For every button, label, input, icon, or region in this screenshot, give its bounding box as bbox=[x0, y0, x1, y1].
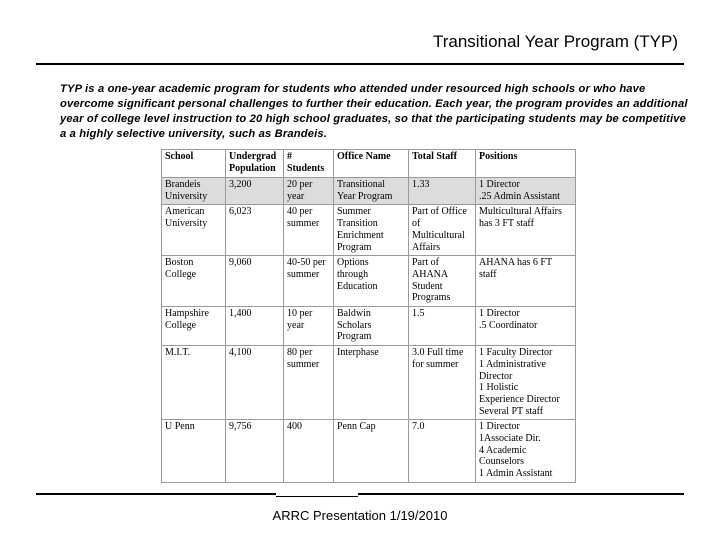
cell-positions: 1 Faculty Director 1 Administrative Director 1 Holistic Experience Director Several PT staff bbox=[476, 346, 576, 420]
cell-staff: 7.0 bbox=[409, 420, 476, 483]
cell-staff: 1.33 bbox=[409, 178, 476, 205]
comparison-table-panel bbox=[161, 149, 575, 480]
cell-population: 4,100 bbox=[226, 346, 284, 420]
cell-population: 3,200 bbox=[226, 178, 284, 205]
cell-school: Boston College bbox=[162, 256, 226, 307]
header-num-students: # Students bbox=[284, 150, 334, 178]
cell-positions: 1 Director 1Associate Dir. 4 Academic Counselors 1 Admin Assistant bbox=[476, 420, 576, 483]
table-row bbox=[162, 205, 576, 256]
cell-staff: Part of AHANA Student Programs bbox=[409, 256, 476, 307]
header-positions: Positions bbox=[476, 150, 576, 178]
cell-positions: AHANA has 6 FT staff bbox=[476, 256, 576, 307]
table-row bbox=[162, 178, 576, 205]
cell-school: Hampshire College bbox=[162, 307, 226, 346]
header-undergrad-population: Undergrad Population bbox=[226, 150, 284, 178]
cell-school: Brandeis University bbox=[162, 178, 226, 205]
cell-staff: 3.0 Full time for summer bbox=[409, 346, 476, 420]
footer-divider-left bbox=[36, 493, 276, 495]
cell-students: 400 bbox=[284, 420, 334, 483]
comparison-table bbox=[161, 149, 576, 483]
footer-text: ARRC Presentation 1/19/2010 bbox=[272, 508, 448, 523]
header-total-staff: Total Staff bbox=[409, 150, 476, 178]
table-row bbox=[162, 256, 576, 307]
cell-population: 9,756 bbox=[226, 420, 284, 483]
cell-school: M.I.T. bbox=[162, 346, 226, 420]
cell-students: 80 per summer bbox=[284, 346, 334, 420]
cell-positions: 1 Director .5 Coordinator bbox=[476, 307, 576, 346]
footer-divider-right bbox=[358, 493, 684, 495]
footer-divider-middle bbox=[276, 496, 358, 497]
cell-office: Transitional Year Program bbox=[334, 178, 409, 205]
title-divider bbox=[36, 63, 684, 65]
cell-staff: Part of Office of Multicultural Affairs bbox=[409, 205, 476, 256]
cell-population: 6,023 bbox=[226, 205, 284, 256]
header-school: School bbox=[162, 150, 226, 178]
cell-school: American University bbox=[162, 205, 226, 256]
cell-positions: Multicultural Affairs has 3 FT staff bbox=[476, 205, 576, 256]
cell-students: 40-50 per summer bbox=[284, 256, 334, 307]
table-row bbox=[162, 420, 576, 483]
slide-title: Transitional Year Program (TYP) bbox=[432, 32, 678, 51]
cell-school: U Penn bbox=[162, 420, 226, 483]
cell-office: Options through Education bbox=[334, 256, 409, 307]
table-row bbox=[162, 346, 576, 420]
cell-students: 40 per summer bbox=[284, 205, 334, 256]
cell-population: 9,060 bbox=[226, 256, 284, 307]
table-header-row bbox=[162, 150, 576, 178]
cell-positions: 1 Director .25 Admin Assistant bbox=[476, 178, 576, 205]
cell-office: Penn Cap bbox=[334, 420, 409, 483]
table-row bbox=[162, 307, 576, 346]
cell-students: 10 per year bbox=[284, 307, 334, 346]
cell-office: Baldwin Scholars Program bbox=[334, 307, 409, 346]
cell-population: 1,400 bbox=[226, 307, 284, 346]
cell-students: 20 per year bbox=[284, 178, 334, 205]
header-office-name: Office Name bbox=[334, 150, 409, 178]
cell-staff: 1.5 bbox=[409, 307, 476, 346]
intro-paragraph: TYP is a one-year academic program for students who attended under resourced high schools or who have overcome significant personal challenges to further their education. Each year, the program provides an additional year of college level instruction to 20 high school graduates, so that the participating students may be competitive a a highly selective university, such as Brandeis. bbox=[60, 83, 688, 140]
cell-office: Summer Transition Enrichment Program bbox=[334, 205, 409, 256]
cell-office: Interphase bbox=[334, 346, 409, 420]
